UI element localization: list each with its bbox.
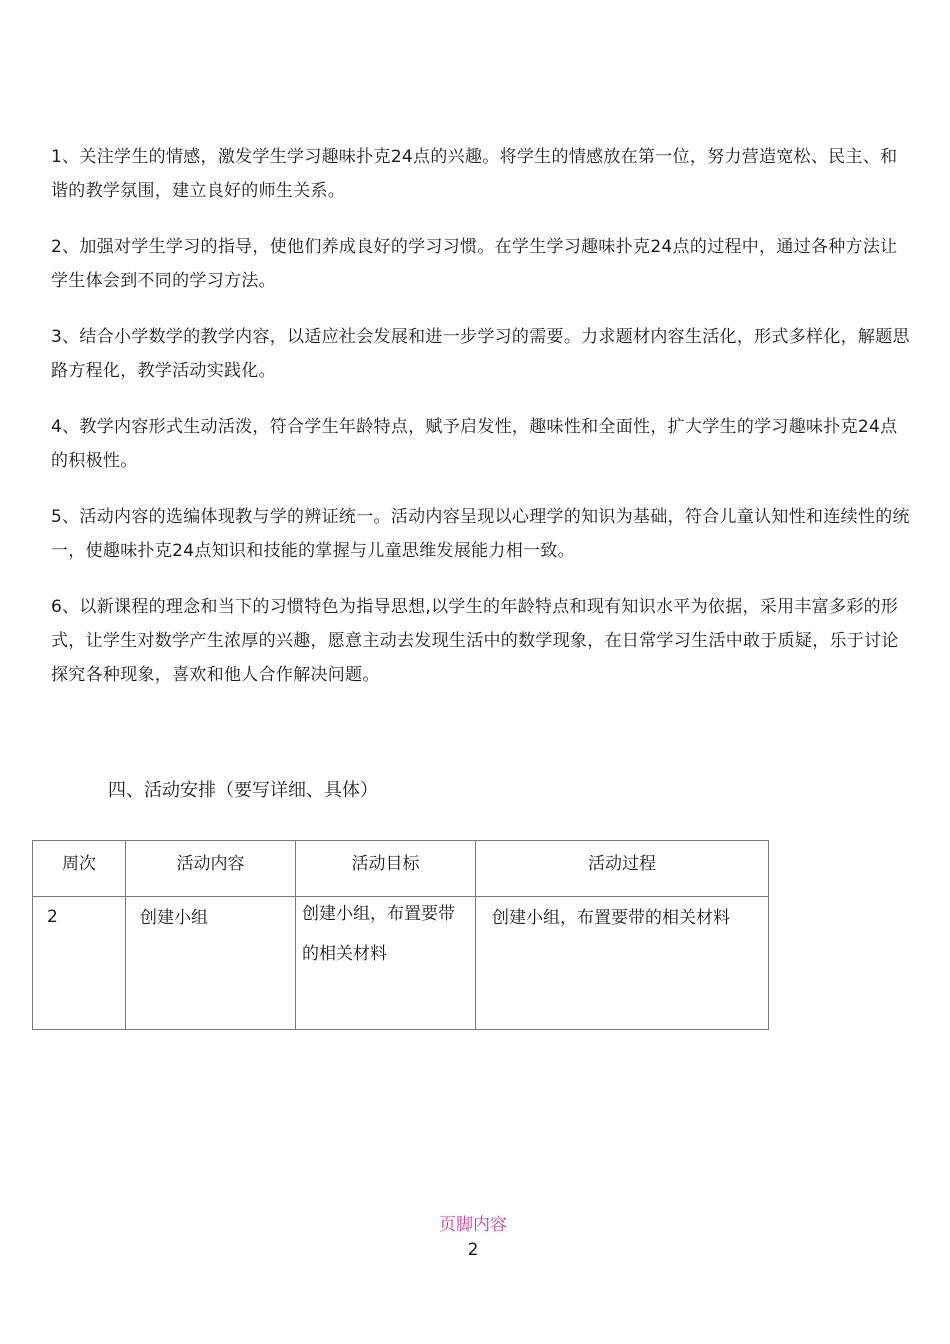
paragraph-5: 5、活动内容的选编体现教与学的辨证统一。活动内容呈现以心理学的知识为基础，符合儿童认知性和连续性的统一，使趣味扑克24点知识和技能的掌握与儿童思维发展能力相一致。 — [51, 507, 910, 561]
cell-goal-extra: 的相关材料 — [302, 944, 387, 964]
header-process: 活动过程 — [476, 841, 769, 897]
cell-content: 创建小组 — [126, 897, 296, 1030]
section-heading: 四、活动安排（要写详细、具体） — [108, 780, 378, 801]
paragraph-1: 1、关注学生的情感，激发学生学习趣味扑克24点的兴趣。将学生的情感放在第一位，努力营造宽松、民主、和谐的教学氛围，建立良好的师生关系。 — [51, 147, 898, 201]
paragraph-6: 6、以新课程的理念和当下的习惯特色为指导思想,以学生的年龄特点和现有知识水平为依据，采用丰富多彩的形式，让学生对数学产生浓厚的兴趣，愿意主动去发现生活中的数学现象，在日常学习生活中敢于质疑，乐于讨论探究各种现象，喜欢和他人合作解决问题。 — [51, 597, 899, 685]
activity-schedule-table — [32, 840, 769, 1030]
page-number: 2 — [467, 1240, 479, 1260]
header-goal: 活动目标 — [296, 841, 476, 897]
paragraph-4: 4、教学内容形式生动活泼，符合学生年龄特点，赋予启发性，趣味性和全面性，扩大学生的学习趣味扑克24点的积极性。 — [51, 417, 898, 471]
table-header-row — [33, 841, 769, 897]
cell-process: 创建小组，布置要带的相关材料 — [476, 897, 769, 1030]
body-paragraphs — [51, 140, 913, 714]
paragraph-2: 2、加强对学生学习的指导，使他们养成良好的学习习惯。在学生学习趣味扑克24点的过程中，通过各种方法让学生体会到不同的学习方法。 — [51, 237, 898, 291]
header-content: 活动内容 — [126, 841, 296, 897]
paragraph-3: 3、结合小学数学的教学内容，以适应社会发展和进一步学习的需要。力求题材内容生活化，形式多样化，解题思路方程化，教学活动实践化。 — [51, 327, 910, 381]
footer-label: 页脚内容 — [439, 1215, 507, 1235]
table-row — [33, 897, 769, 1030]
header-week: 周次 — [33, 841, 126, 897]
page-footer — [0, 1212, 946, 1262]
cell-goal-text: 创建小组，布置要带 — [302, 904, 455, 924]
cell-week: 2 — [33, 897, 126, 1030]
cell-goal — [296, 897, 476, 1030]
